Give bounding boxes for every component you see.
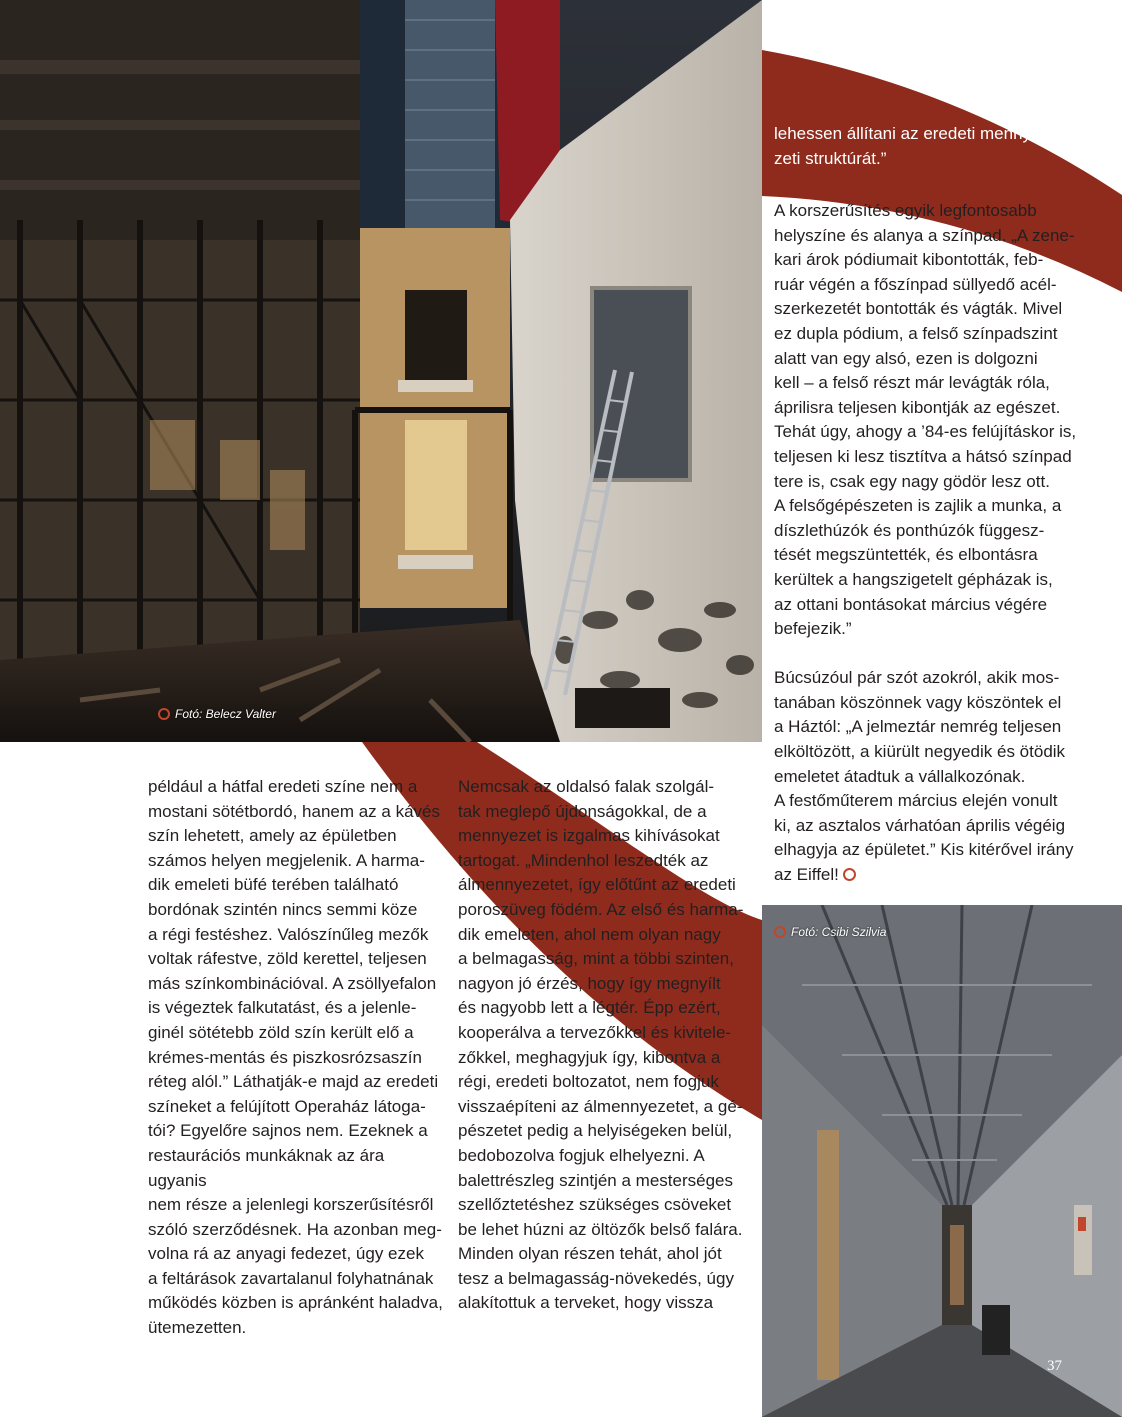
stage-demolition-photo	[0, 0, 762, 742]
credit-ring-icon	[774, 926, 786, 938]
corridor-photo	[762, 905, 1122, 1417]
end-mark-icon	[843, 868, 856, 881]
paragraph	[774, 666, 1094, 887]
middle-column	[458, 775, 754, 1316]
paragraph: például a hátfal eredeti színe nem a mostani sötétbordó, hanem az a kávés szín lehetett, amely az épületben számos helyen megjelenik. A harma- dik emeleti büfé terében található bordónak szintén nincs semmi köze a régi festéshez. Valószínűleg mezők voltak ráfestve, zöld kerettel, teljesen más színkombinációval. A zsöllyefalon is végeztek falkutatást, és a jelenle- ginél sötétebb zöld szín került elő a krémes-mentás és piszkosrózsaszín réteg alól.” Láthatják-e majd az eredeti színeket a felújított Operaház látoga- tói? Egyelőre sajnos nem. Ezeknek a restaurációs munkáknak az ára ugyanis nem része a jelenlegi korszerűsítésről szóló szerződésnek. Ha azonban meg- volna rá az anyagi fedezet, úgy ezek a feltárások zavartalanul folyhatnának működés közben is apránként haladva, ütemezetten.	[148, 777, 443, 1338]
photo-credit-text: Fotó: Belecz Valter	[175, 707, 276, 721]
paragraph: lehessen állítani az eredeti mennye- zeti struktúrát.”	[774, 124, 1047, 168]
page-number: 37	[1047, 1358, 1062, 1374]
credit-ring-icon	[158, 708, 170, 720]
section-title: Rekonstrukció	[897, 58, 1062, 86]
right-column	[774, 199, 1094, 888]
paragraph-text: Búcsúzóul pár szót azokról, akik mos- tanában köszönnek vagy köszöntek el a Háztól: „A jelmeztár nemrég teljesen elköltözött, a kiürült negyedik és ötödik emeletet átadtuk a vállalkozónak. A festőműterem március elején vonult ki, az asztalos várhatóan április végéig elhagyja az épületet.” Kis kitérővel irány az Eiffel!	[774, 668, 1074, 885]
right-column-continuation	[774, 122, 1094, 171]
paragraph: A korszerűsítés egyik legfontosabb helyszíne és alanya a színpad. „A zene- kari árok pódiumait kibontották, feb- ruár végén a főszínpad süllyedő acél- szerkezetét bontották és vágták. Mivel ez dupla pódium, a felső színpadszint alatt van egy alsó, ezen is dolgozni kell – a felső részt már levágták róla, áprilisra teljesen kibontják az egészet. Tehát úgy, ahogy a ’84-es felújításkor is, teljesen ki lesz tisztítva a hátsó színpad tere is, csak egy nagy gödör lesz ott. A felsőgépészeten is zajlik a munka, a díszlethúzók és ponthúzók függesz- tését megszüntették, és elbontásra kerültek a hangszigetelt gépházak is, az ottani bontásokat március végére befejezik.”	[774, 201, 1077, 639]
photo-credit-corridor	[774, 925, 886, 939]
paragraph: Nemcsak az oldalsó falak szolgál- tak meglepő újdonságokkal, de a mennyezet is izgalmas kihívásokat tartogat. „Mindenhol leszedték az álmennyezetet, így előtűnt az eredeti poroszüveg födém. Az első és harma- dik emeleten, ahol nem olyan nagy a belmagasság, mint a többi szinten, nagyon jó érzés, hogy így megnyílt és nagyobb lett a légtér. Épp ezért, kooperálva a tervezőkkel és kivitele- zőkkel, meghagyjuk így, kibontva a régi, eredeti boltozatot, nem fogjuk visszaépíteni az álmennyezetet, a gé- pészetet pedig a helyiségeken belül, bedobozolva fogjuk elhelyezni. A balettrészleg szintjén a mesterséges szellőztetéshez szükséges csöveket be lehet húzni az öltözők belső falára. Minden olyan részen tehát, ahol jót tesz a belmagasság-növekedés, úgy alakítottuk a terveket, hogy vissza	[458, 777, 744, 1313]
photo-credit-main	[158, 707, 276, 721]
photo-credit-text: Fotó: Csibi Szilvia	[791, 925, 887, 939]
left-column	[148, 775, 444, 1341]
